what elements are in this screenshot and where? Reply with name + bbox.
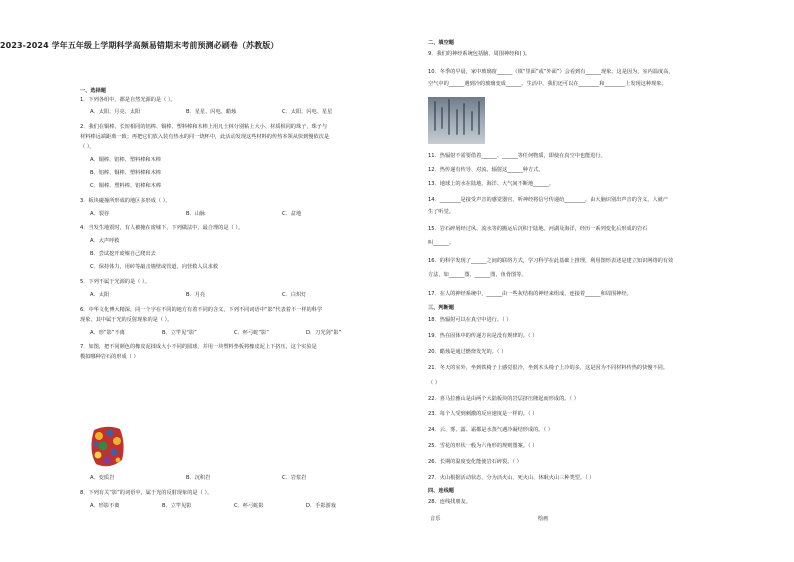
question-7-options bbox=[90, 475, 306, 482]
question-10-line-1: 10．冬季的早晨，家中玻璃窗______（填“里面”或“外面”）会看到有______现象。这是因为，室内温度高， bbox=[428, 69, 674, 75]
question-7-line-1: 7．如图，把不同颜色的橡皮泥揉成大小不同的圆球，并用一块塑料垫板将橡皮泥上下挤压，这个实验是 bbox=[80, 344, 317, 350]
question-16-line-1: 16．的科学发现了______之间的联络方式，学习科学在此基础上推理，利用图形表述是建立知识网络的有效 bbox=[428, 258, 674, 264]
question-3: 3．板块碰撞所形成的地区多形成（ ）。 bbox=[80, 198, 171, 204]
question-28: 28．连线找朋友。 bbox=[428, 499, 471, 505]
section-heading-fill: 二、填空题 bbox=[428, 40, 454, 46]
question-15-line-2: 叫______。 bbox=[428, 240, 454, 246]
question-24: 24．云、雾、露、霜都是水蒸气遇冷凝结形成的。（ ） bbox=[428, 427, 553, 433]
question-21-line-1: 21．冬天的室外，坐到铁椅子上感觉很冷，坐到木头椅子上冷的多，这是因为不同材料传热的快慢不同。 bbox=[428, 365, 669, 371]
question-9: 9．我们的神经系统包括脑、周围神经和( )。 bbox=[428, 51, 531, 57]
option-c: C．杯弓蛇“影” bbox=[234, 330, 269, 336]
question-3-options bbox=[90, 211, 301, 218]
question-22: 22．喜马拉雅山是由两个大陆板块的岩层挤压隆起而形成的。（ ） bbox=[428, 396, 579, 402]
left-column bbox=[80, 0, 400, 562]
question-5-options bbox=[90, 292, 306, 299]
section-heading-choice: 一、选择题 bbox=[80, 88, 106, 94]
question-4-option-a: A．大声呼救 bbox=[90, 238, 120, 244]
option-b: B．立竿见影 bbox=[162, 503, 192, 509]
question-1-options bbox=[90, 109, 332, 116]
question-14-line-2: 生了听觉。 bbox=[428, 209, 454, 215]
question-2-option-b: B．铝棒、铜棒、塑料棒和木棒 bbox=[90, 170, 161, 176]
question-18: 18．热辐射可以在真空中进行。（ ） bbox=[428, 317, 512, 323]
question-13: 13．地球上的水在陆地、海洋、大气间不断地______。 bbox=[428, 181, 554, 187]
question-6-line-1: 6．中华文化博大精深，同一个字在不同的地方有着不同的含义，下列不同词语中“影”代表着不一样的科学 bbox=[80, 307, 323, 313]
option-b: B．星星、闪电、蜡烛 bbox=[186, 109, 237, 115]
option-c: C．杯弓蛇影 bbox=[234, 503, 264, 509]
question-14-line-1: 14．________是接受声音的感觉器官，听神经将信号传递给________，由大脑识别出声音的含义，人就产 bbox=[428, 197, 669, 203]
question-2-option-c: C．铜棒、塑料棒、铝棒和木棒 bbox=[90, 183, 162, 189]
question-2-option-a: A．铜棒、铝棒、塑料棒和木棒 bbox=[90, 157, 161, 163]
question-25: 25．雪花的形状一般为六角形的规则图案。（ ） bbox=[428, 443, 538, 449]
question-7-line-2: 模拟哪种岩石的形成（ ） bbox=[80, 354, 139, 360]
foggy-window-photo bbox=[428, 97, 485, 144]
question-12: 12．热传递有传导、对流、辐射这______种方式。 bbox=[428, 167, 544, 173]
option-b: B．沉积岩 bbox=[186, 475, 211, 481]
question-2-line-2: 材料棒远端距离一致；再把它们放入装有热水的同一烧杯中，此活动发现这些材料的传热本领从快到慢依次是 bbox=[80, 134, 330, 140]
page-title: 2023-2024 学年五年级上学期科学高频易错期末考前预测必刷卷（苏教版） bbox=[0, 41, 279, 50]
option-a: A．太阳、月亮、太阳 bbox=[90, 109, 141, 115]
question-21-line-2: （ ） bbox=[428, 380, 441, 386]
option-a: A．形“影”不离 bbox=[90, 330, 125, 336]
option-c: C．岩浆岩 bbox=[282, 475, 307, 481]
option-b: B．立竿见“影” bbox=[162, 330, 197, 336]
option-a: A．太阳 bbox=[90, 292, 110, 298]
question-1: 1．下列各组中，都是自然光源的是（ ）。 bbox=[80, 97, 176, 103]
clay-layers-illustration bbox=[88, 424, 126, 470]
question-26: 26．长期的温度变化能使岩石碎裂。（ ） bbox=[428, 459, 522, 465]
question-19: 19．热在固体中的传递方向是没有规律的。（ ） bbox=[428, 333, 538, 339]
question-27: 27．火山根据活动状态，分为活火山、死火山、休眠火山三种类型。（ ） bbox=[428, 475, 595, 481]
option-a: A．形影不离 bbox=[90, 503, 120, 509]
question-8: 8．下列有关“影”的词语中，属于光的反射现象的是（ ）。 bbox=[80, 490, 213, 496]
option-b: B．月亮 bbox=[186, 292, 206, 298]
connect-item-painting: 绘画 bbox=[538, 516, 549, 522]
option-b: B．山脉 bbox=[186, 211, 206, 217]
question-6-line-2: 现象，其中属于光的反射现象的是（ ）。 bbox=[80, 317, 173, 323]
question-6-options bbox=[90, 330, 341, 337]
question-4: 4．当发生地震时，有人被掩在废墟下，下列做法中，最合理的是（ ）。 bbox=[80, 225, 244, 231]
question-15-line-1: 15．岩石碎屑经过风、流水等的搬运后沉积于陆地、河湖及海洋，经历一系列变化后形成的岩石 bbox=[428, 226, 648, 232]
question-4-option-c: C．保持体力，用砖等敲击墙壁或管道，向营救人员求救 bbox=[90, 264, 219, 270]
section-heading-connect: 四、连线题 bbox=[428, 488, 454, 494]
question-11: 11．热辐射不需要借着______、______等任何物质，即使在真空中也能进行。 bbox=[428, 153, 606, 159]
right-column bbox=[428, 0, 768, 562]
option-a: A．裂谷 bbox=[90, 211, 110, 217]
question-23: 23．每个人受到刺激的反应速度是一样的。（ ） bbox=[428, 411, 538, 417]
option-d: D．手影游戏 bbox=[306, 503, 336, 509]
question-2-line-1: 2．我们在铜棒、长短相同的铝棒、铜棒、塑料棒和木棒上用凡士林分别粘上大小、材质相同的珠子，珠子与 bbox=[80, 124, 328, 130]
question-2-line-3: （ ）。 bbox=[80, 144, 95, 150]
option-c: C．白炽灯 bbox=[282, 292, 307, 298]
option-d: D．刀光剑“影” bbox=[306, 330, 342, 336]
question-10-line-2: 空气中的______遇到冷的玻璃变成______。生活中，我们还可以在________和________上发现这种现象。 bbox=[428, 81, 667, 87]
question-4-option-b: B．尝试挖开废墟自己爬出去 bbox=[90, 251, 156, 257]
question-5: 5．下列不属于光源的是（ ）。 bbox=[80, 279, 150, 285]
question-17: 17．在人的神经系统中，______由一些灰结构的神经来组成，连接着______和周围神经。 bbox=[428, 291, 632, 297]
option-a: A．变质岩 bbox=[90, 475, 115, 481]
option-c: C．太阳、闪电、星星 bbox=[282, 109, 333, 115]
question-8-options bbox=[90, 503, 336, 510]
question-16-line-2: 方法，如______图、______图、鱼骨图等。 bbox=[428, 272, 527, 278]
connect-item-music: 音乐 bbox=[430, 516, 441, 522]
question-20: 20．蜡烛是通过燃烧发光的。（ ） bbox=[428, 349, 507, 355]
section-heading-judge: 三、判断题 bbox=[428, 305, 454, 311]
option-c: C．盆地 bbox=[282, 211, 302, 217]
